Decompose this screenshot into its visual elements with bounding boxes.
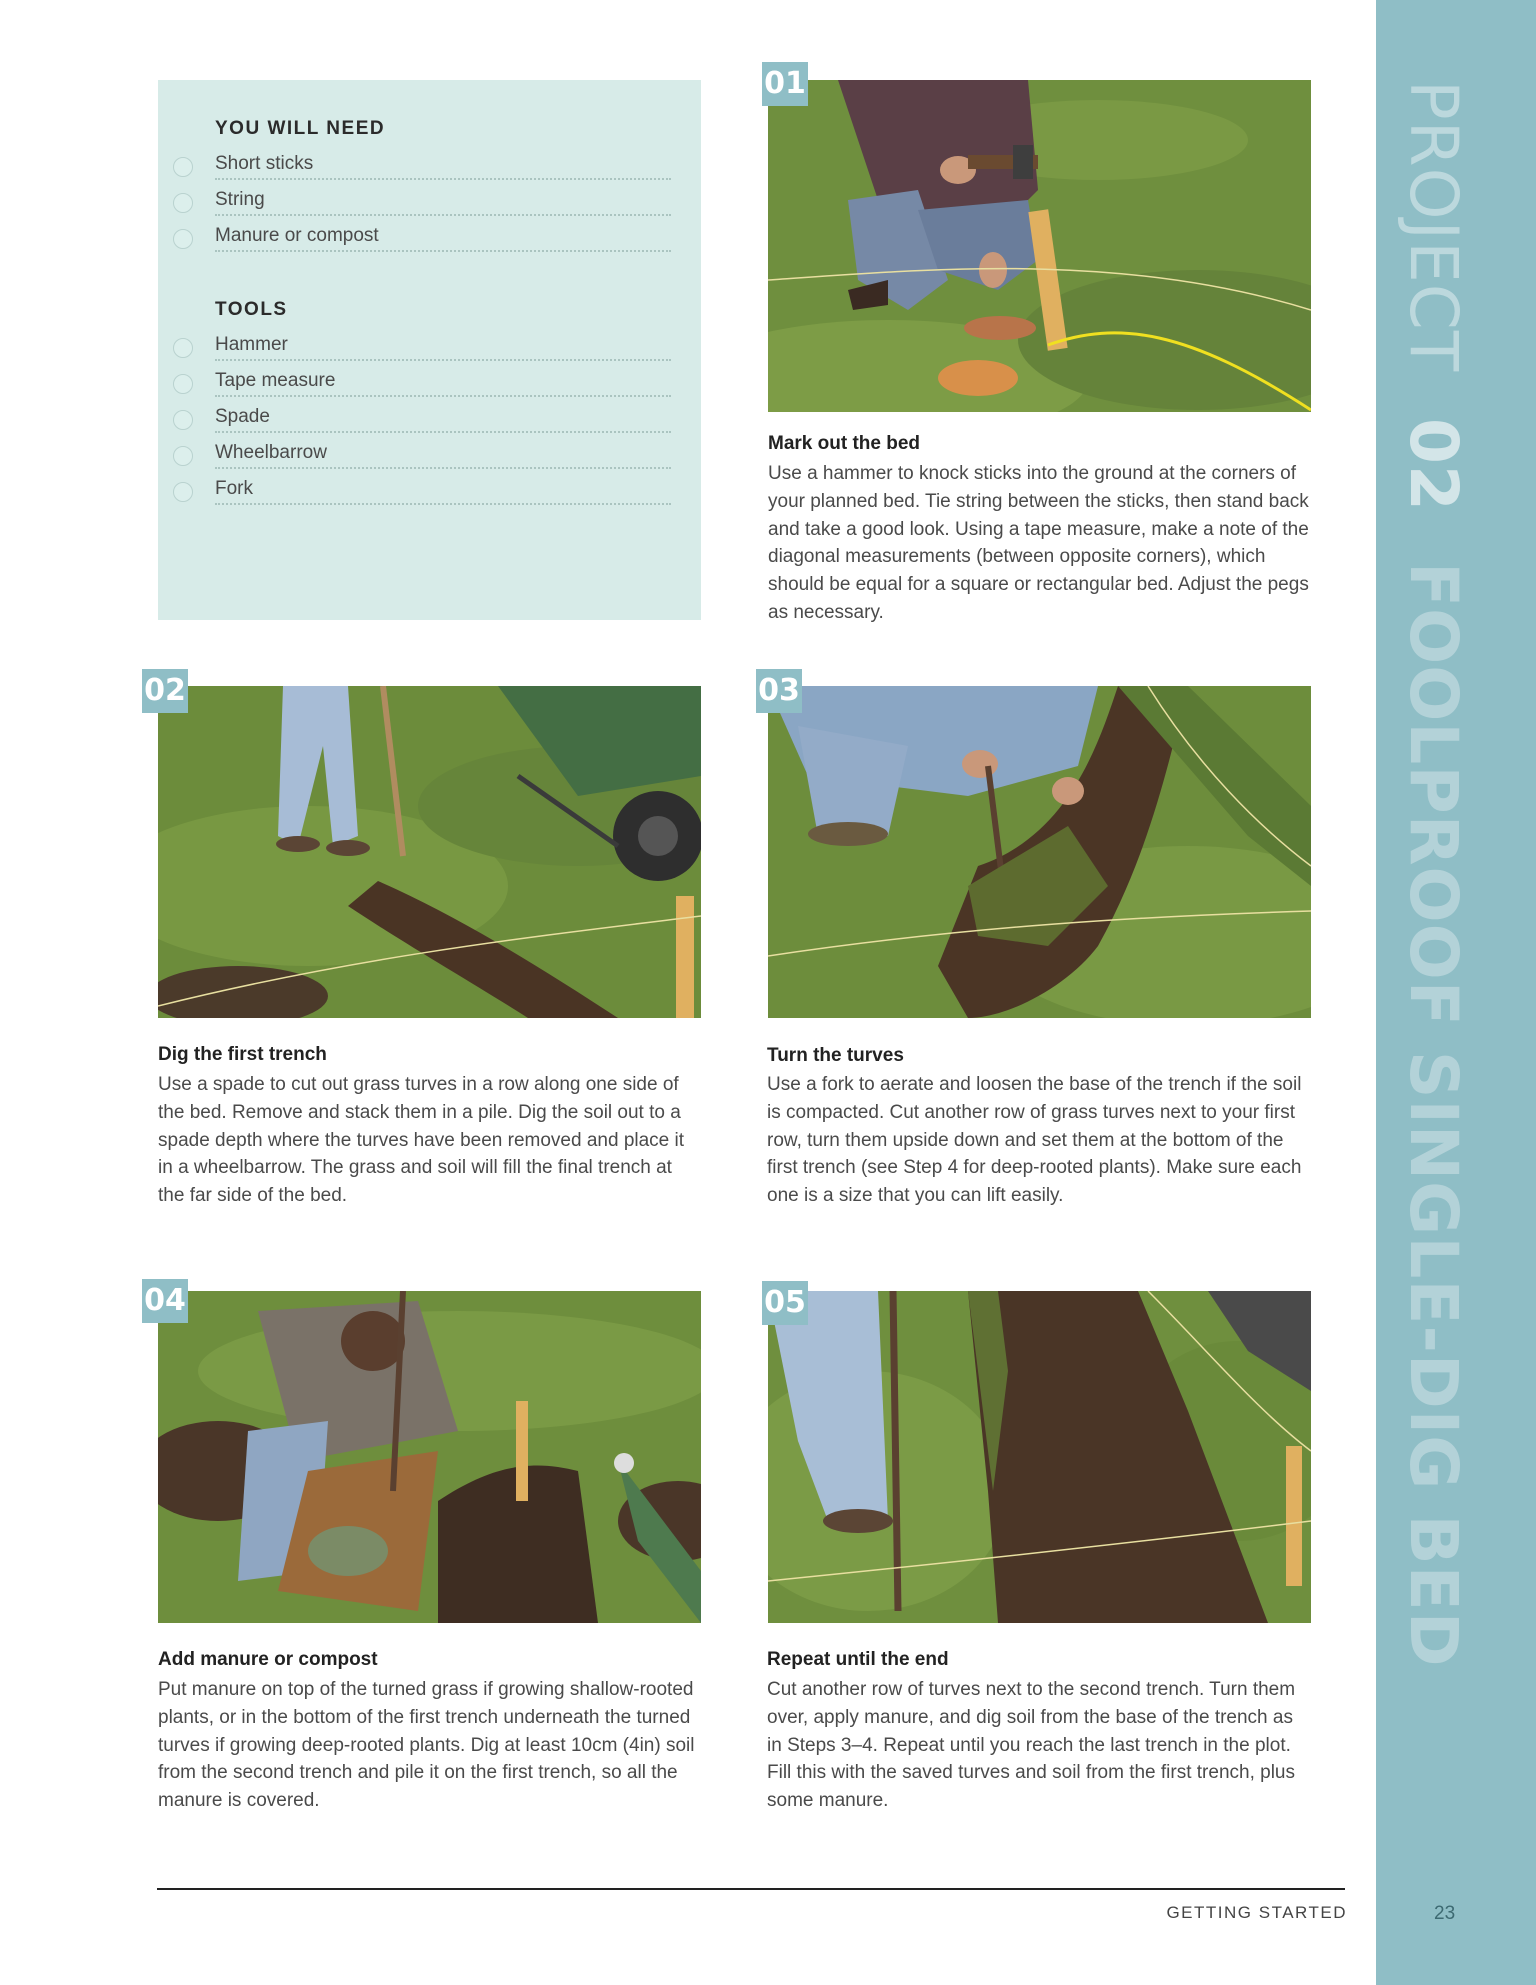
checklist-label: Manure or compost [215, 225, 383, 247]
checkbox-circle-icon[interactable] [173, 338, 193, 358]
checklist-item[interactable] [173, 222, 671, 256]
step-1-number: 01 [762, 62, 808, 106]
step-3-number: 03 [756, 669, 802, 713]
checklist-item[interactable] [173, 403, 671, 437]
project-word: PROJECT [1395, 80, 1472, 373]
materials-heading: YOU WILL NEED [215, 118, 386, 139]
checklist-panel [158, 80, 701, 620]
checklist-item[interactable] [173, 475, 671, 509]
checklist-item[interactable] [173, 186, 671, 220]
checklist-label: Hammer [215, 334, 292, 356]
checklist-label: Fork [215, 478, 257, 500]
checklist-label: Short sticks [215, 153, 317, 175]
checkbox-circle-icon[interactable] [173, 374, 193, 394]
checklist-item[interactable] [173, 331, 671, 365]
checklist-item[interactable] [173, 150, 671, 184]
step-4-number: 04 [142, 1279, 188, 1323]
section-label: GETTING STARTED [1166, 1903, 1347, 1922]
project-number: 02 [1395, 418, 1472, 513]
checkbox-circle-icon[interactable] [173, 410, 193, 430]
step-1-title: Mark out the bed [768, 433, 921, 454]
dotted-rule [215, 503, 671, 505]
dotted-rule [215, 467, 671, 469]
step-4-title: Add manure or compost [158, 1649, 378, 1670]
step-5-number: 05 [762, 1281, 808, 1325]
step-4-body: Put manure on top of the turned grass if growing shallow-rooted plants, or in the bottom of the first trench underneath the turned turves if growing deep-rooted plants. Dig at least 10cm (4in) soil from the second trench and pile it on the first trench, so all the manure is covered. [158, 1679, 695, 1812]
dotted-rule [215, 431, 671, 433]
tools-heading: TOOLS [215, 299, 288, 320]
checklist-label: Wheelbarrow [215, 442, 331, 464]
step-4-photo [158, 1291, 701, 1623]
step-3-photo [768, 686, 1311, 1018]
checkbox-circle-icon[interactable] [173, 482, 193, 502]
checklist-label: Spade [215, 406, 274, 428]
checkbox-circle-icon[interactable] [173, 229, 193, 249]
step-3-title: Turn the turves [767, 1045, 904, 1066]
page-number: 23 [1434, 1903, 1456, 1924]
checkbox-circle-icon[interactable] [173, 446, 193, 466]
step-2-title: Dig the first trench [158, 1044, 327, 1065]
dotted-rule [215, 395, 671, 397]
checklist-label: String [215, 189, 269, 211]
step-1-body: Use a hammer to knock sticks into the ground at the corners of your planned bed. Tie string between the sticks, then stand back and take a good look. Using a tape measure, make a note of the diagonal measurements (between opposite corners), which should be equal for a square or rectangular bed. Adjust the pegs as necessary. [768, 463, 1309, 623]
step-5-photo [768, 1291, 1311, 1623]
footer-rule [157, 1888, 1345, 1890]
project-name: FOOLPROOF SINGLE-DIG BED [1395, 562, 1472, 1668]
checklist-item[interactable] [173, 439, 671, 473]
step-2-photo [158, 686, 701, 1018]
step-1-photo [768, 80, 1311, 412]
step-2-body: Use a spade to cut out grass turves in a row along one side of the bed. Remove and stack them in a pile. Dig the soil out to a spade depth where the turves have been removed and place it in a wheelbarrow. The grass and soil will fill the final trench at the far side of the bed. [158, 1074, 685, 1207]
step-2-number: 02 [142, 669, 188, 713]
checkbox-circle-icon[interactable] [173, 157, 193, 177]
project-title [1395, 80, 1472, 1668]
dotted-rule [215, 178, 671, 180]
checklist-label: Tape measure [215, 370, 339, 392]
step-3-body: Use a fork to aerate and loosen the base of the trench if the soil is compacted. Cut another row of grass turves next to your first row, turn them upside down and set them at the bottom of the first trench (see Step 4 for deep-rooted plants). Make sure each one is a size that you can lift easily. [767, 1074, 1302, 1207]
checklist-item[interactable] [173, 367, 671, 401]
dotted-rule [215, 214, 671, 216]
step-5-title: Repeat until the end [767, 1649, 949, 1670]
dotted-rule [215, 359, 671, 361]
dotted-rule [215, 250, 671, 252]
step-5-body: Cut another row of turves next to the second trench. Turn them over, apply manure, and dig soil from the base of the trench as in Steps 3–4. Repeat until you reach the last trench in the plot. Fill this with the saved turves and soil from the first trench, plus some manure. [767, 1679, 1296, 1812]
checkbox-circle-icon[interactable] [173, 193, 193, 213]
